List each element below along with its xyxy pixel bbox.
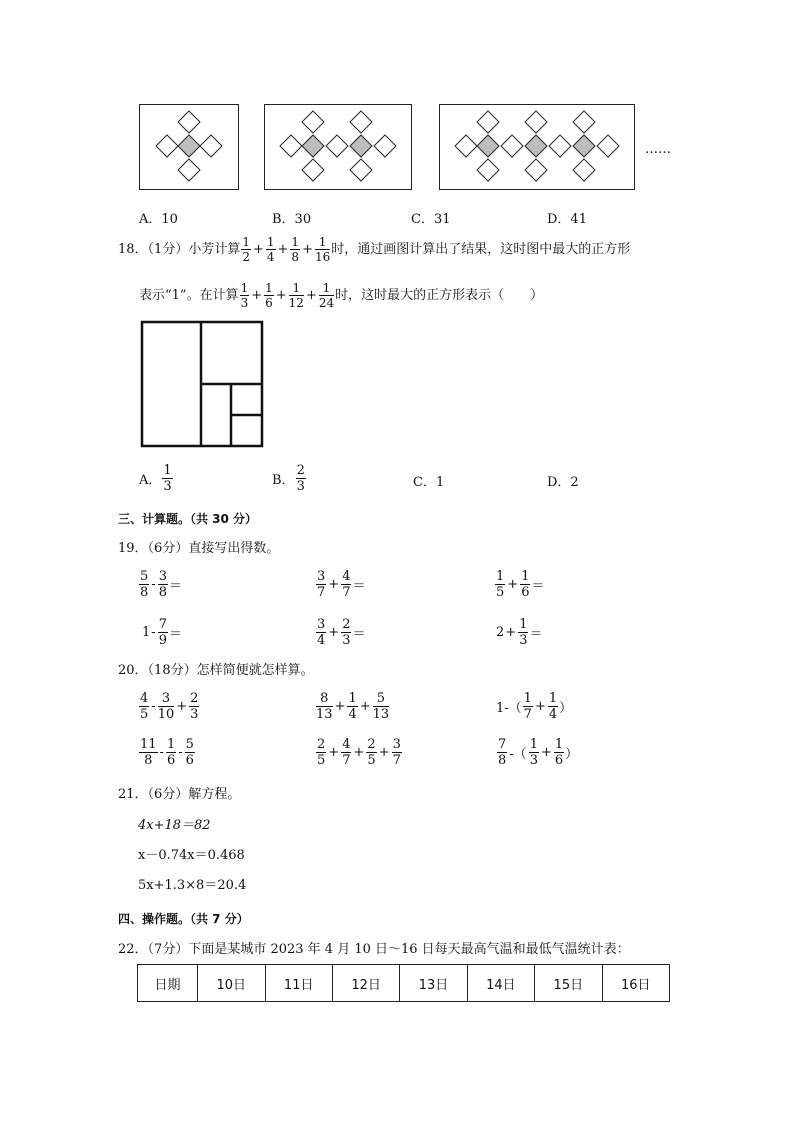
q18-number: 18．（1分）小芳计算 xyxy=(118,242,241,257)
q20-expr-6: $\frac{7}{8}$ -（ $\frac{1}{3}$ + $\frac{1}{6}$ ） xyxy=(498,737,579,768)
q18-option-a: A． $\frac{1}{3}$ xyxy=(139,463,172,494)
pattern-ellipsis: …… xyxy=(645,142,671,157)
square-division-figure xyxy=(138,318,268,450)
q17-option-b: B．30 xyxy=(272,212,312,227)
q19-expr-5: $\frac{3}{4}$ + $\frac{2}{3}$ ＝ xyxy=(317,617,366,648)
q21-equation-3: 5x+1.3×8＝20.4 xyxy=(138,878,247,893)
temperature-table xyxy=(137,964,670,1002)
table-header-cell: 11日 xyxy=(265,965,332,1002)
q18-frac-1-3: $\frac{1}{3}$ xyxy=(240,281,249,310)
table-header-cell: 10日 xyxy=(198,965,265,1002)
table-header-cell: 日期 xyxy=(138,965,198,1002)
q18-text-mid1: 时，通过画图计算出了结果，这时图中最大的正方形 xyxy=(331,242,631,257)
q18-frac-1-8: $\frac{1}{8}$ xyxy=(291,235,300,264)
section-3-heading: 三、计算题。（共 30 分） xyxy=(118,512,258,526)
q19-expr-1: $\frac{5}{8}$ - $\frac{3}{8}$ ＝ xyxy=(140,569,182,600)
q20-expr-5: $\frac{2}{5}$ + $\frac{4}{7}$ + $\frac{2}{5}$ + $\frac{3}{7}$ xyxy=(317,737,401,768)
q19-expr-2: $\frac{3}{7}$ + $\frac{4}{7}$ ＝ xyxy=(317,569,366,600)
q18-frac-1-4: $\frac{1}{4}$ xyxy=(266,235,275,264)
q17-option-d: D．41 xyxy=(547,212,587,227)
q20-expr-1: $\frac{4}{5}$ - $\frac{3}{10}$ + $\frac{2}{3}$ xyxy=(140,691,199,722)
q18-line-1: 18．（1分）小芳计算 $\frac{1}{2}$ + $\frac{1}{4}$ + $\frac{1}{8}$ + $\frac{1}{16}$ 时，通过画图计算出了结果，这时图中最大的正方形 xyxy=(118,235,631,264)
q20-expr-4: $\frac{11}{8}$ - $\frac{1}{6}$ - $\frac{5}{6}$ xyxy=(140,737,194,768)
table-header-cell: 15日 xyxy=(535,965,602,1002)
q17-option-c: C．31 xyxy=(411,212,451,227)
table-header-row xyxy=(138,965,670,1002)
table-header-cell: 12日 xyxy=(332,965,399,1002)
q19-expr-4: 1 - $\frac{7}{9}$ ＝ xyxy=(142,617,182,648)
section-4-heading: 四、操作题。（共 7 分） xyxy=(118,912,249,926)
q21-equation-2: x－0.74x＝0.468 xyxy=(138,848,245,863)
q18-frac-1-16: $\frac{1}{16}$ xyxy=(314,235,331,264)
q20-expr-2: $\frac{8}{13}$ + $\frac{1}{4}$ + $\frac{5}{13}$ xyxy=(316,691,390,722)
q18-frac-1-12: $\frac{1}{12}$ xyxy=(288,281,304,310)
pattern-figure-2 xyxy=(264,104,412,190)
pattern-figure-1 xyxy=(139,104,239,190)
q18-frac-1-24: $\frac{1}{24}$ xyxy=(318,281,335,310)
q22-title: 22．（7分）下面是某城市 2023 年 4 月 10 日～16 日每天最高气温和最低气温统计表： xyxy=(118,942,630,957)
table-header-cell: 13日 xyxy=(400,965,467,1002)
q19-expr-6: 2 + $\frac{1}{3}$ ＝ xyxy=(496,617,543,648)
table-header-cell: 14日 xyxy=(467,965,534,1002)
diamond-pattern-1-icon xyxy=(140,105,238,189)
q18-frac-1-2: $\frac{1}{2}$ xyxy=(242,235,250,264)
q18-text-mid2: 时，这时最大的正方形表示（ ） xyxy=(335,288,544,303)
q18-frac-1-6: $\frac{1}{6}$ xyxy=(265,281,273,310)
q18-line-2: 表示“1”。在计算 $\frac{1}{3}$ + $\frac{1}{6}$ + $\frac{1}{12}$ + $\frac{1}{24}$ 时，这时最大的正方形表示（ ） xyxy=(139,281,544,310)
q18-option-c: C．1 xyxy=(413,475,445,490)
diamond-pattern-2-icon xyxy=(265,105,411,189)
q21-title: 21．（6分）解方程。 xyxy=(118,787,241,802)
q18-option-b: B． $\frac{2}{3}$ xyxy=(272,463,305,494)
q18-text-line2: 表示“1”。在计算 xyxy=(139,288,239,303)
pattern-figure-3 xyxy=(439,104,635,190)
q21-equation-1: 4x+18＝82 xyxy=(138,818,211,833)
q17-option-a: A．10 xyxy=(139,212,178,227)
table-header-cell: 16日 xyxy=(602,965,669,1002)
q20-expr-3: 1-（ $\frac{1}{7}$ + $\frac{1}{4}$ ） xyxy=(496,691,573,722)
q19-title: 19．（6分）直接写出得数。 xyxy=(118,541,280,556)
diamond-pattern-3-icon xyxy=(440,105,634,189)
q19-expr-3: $\frac{1}{5}$ + $\frac{1}{6}$ ＝ xyxy=(496,569,545,600)
q20-title: 20．（18分）怎样简便就怎样算。 xyxy=(118,663,314,678)
q18-option-d: D．2 xyxy=(547,475,579,490)
